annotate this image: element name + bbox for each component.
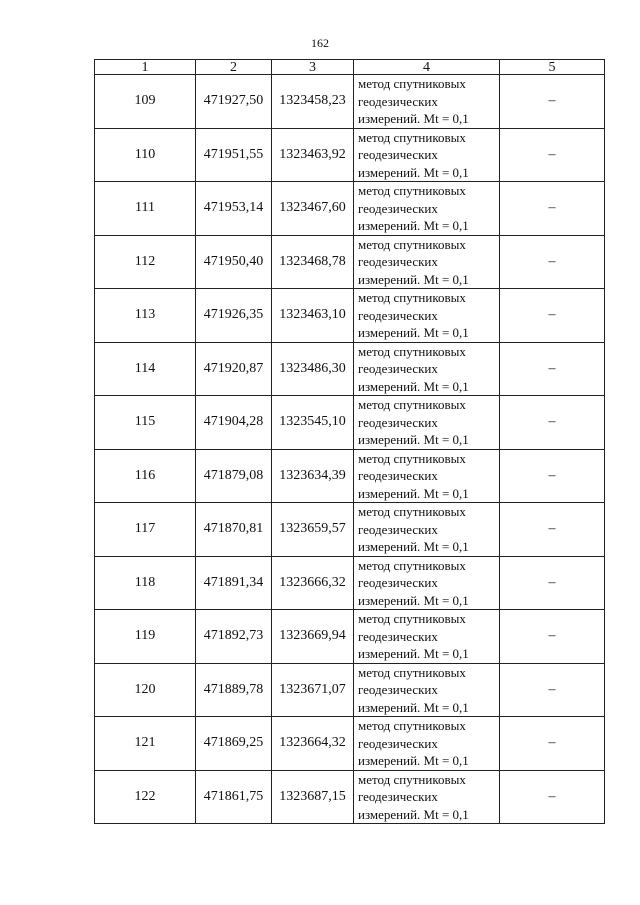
x-coordinate-cell: 471953,14	[196, 182, 272, 236]
y-coordinate-cell: 1323545,10	[272, 396, 354, 450]
point-number-cell: 112	[95, 235, 196, 289]
method-cell: метод спутниковых геодезических измерений. Mt = 0,1	[354, 182, 500, 236]
y-coordinate-cell: 1323666,32	[272, 556, 354, 610]
method-cell: метод спутниковых геодезических измерений. Mt = 0,1	[354, 75, 500, 129]
method-cell: метод спутниковых геодезических измерений. Mt = 0,1	[354, 289, 500, 343]
note-cell: –	[500, 610, 605, 664]
x-coordinate-cell: 471869,25	[196, 717, 272, 771]
table-body	[95, 75, 605, 824]
x-coordinate-cell: 471926,35	[196, 289, 272, 343]
point-number-cell: 118	[95, 556, 196, 610]
y-coordinate-cell: 1323634,39	[272, 449, 354, 503]
note-cell: –	[500, 128, 605, 182]
y-coordinate-cell: 1323486,30	[272, 342, 354, 396]
point-number-cell: 114	[95, 342, 196, 396]
y-coordinate-cell: 1323687,15	[272, 770, 354, 824]
method-cell: метод спутниковых геодезических измерений. Mt = 0,1	[354, 556, 500, 610]
table-row	[95, 663, 605, 717]
table-row	[95, 449, 605, 503]
note-cell: –	[500, 235, 605, 289]
point-number-cell: 120	[95, 663, 196, 717]
table-row	[95, 182, 605, 236]
point-number-cell: 122	[95, 770, 196, 824]
table-row	[95, 289, 605, 343]
point-number-cell: 115	[95, 396, 196, 450]
method-cell: метод спутниковых геодезических измерений. Mt = 0,1	[354, 717, 500, 771]
point-number-cell: 113	[95, 289, 196, 343]
point-number-cell: 119	[95, 610, 196, 664]
method-cell: метод спутниковых геодезических измерений. Mt = 0,1	[354, 449, 500, 503]
x-coordinate-cell: 471889,78	[196, 663, 272, 717]
method-cell: метод спутниковых геодезических измерений. Mt = 0,1	[354, 770, 500, 824]
table-row	[95, 717, 605, 771]
table-row	[95, 235, 605, 289]
note-cell: –	[500, 663, 605, 717]
method-cell: метод спутниковых геодезических измерений. Mt = 0,1	[354, 610, 500, 664]
x-coordinate-cell: 471904,28	[196, 396, 272, 450]
y-coordinate-cell: 1323671,07	[272, 663, 354, 717]
x-coordinate-cell: 471927,50	[196, 75, 272, 129]
y-coordinate-cell: 1323659,57	[272, 503, 354, 557]
point-number-cell: 121	[95, 717, 196, 771]
note-cell: –	[500, 75, 605, 129]
header-col-3: 3	[272, 60, 354, 75]
point-number-cell: 109	[95, 75, 196, 129]
note-cell: –	[500, 449, 605, 503]
table-row	[95, 610, 605, 664]
header-row	[95, 60, 605, 75]
point-number-cell: 117	[95, 503, 196, 557]
note-cell: –	[500, 503, 605, 557]
x-coordinate-cell: 471951,55	[196, 128, 272, 182]
table-row	[95, 503, 605, 557]
method-cell: метод спутниковых геодезических измерений. Mt = 0,1	[354, 128, 500, 182]
point-number-cell: 110	[95, 128, 196, 182]
table-header	[95, 60, 605, 75]
method-cell: метод спутниковых геодезических измерений. Mt = 0,1	[354, 342, 500, 396]
table-row	[95, 396, 605, 450]
page-number: 162	[311, 36, 329, 50]
x-coordinate-cell: 471879,08	[196, 449, 272, 503]
note-cell: –	[500, 770, 605, 824]
x-coordinate-cell: 471950,40	[196, 235, 272, 289]
point-number-cell: 111	[95, 182, 196, 236]
table-row	[95, 128, 605, 182]
y-coordinate-cell: 1323463,10	[272, 289, 354, 343]
table-row	[95, 770, 605, 824]
method-cell: метод спутниковых геодезических измерений. Mt = 0,1	[354, 235, 500, 289]
x-coordinate-cell: 471891,34	[196, 556, 272, 610]
table-row	[95, 75, 605, 129]
header-col-4: 4	[354, 60, 500, 75]
note-cell: –	[500, 396, 605, 450]
x-coordinate-cell: 471861,75	[196, 770, 272, 824]
x-coordinate-cell: 471870,81	[196, 503, 272, 557]
method-cell: метод спутниковых геодезических измерений. Mt = 0,1	[354, 663, 500, 717]
coordinates-table	[94, 59, 605, 824]
note-cell: –	[500, 182, 605, 236]
point-number-cell: 116	[95, 449, 196, 503]
y-coordinate-cell: 1323458,23	[272, 75, 354, 129]
y-coordinate-cell: 1323467,60	[272, 182, 354, 236]
method-cell: метод спутниковых геодезических измерений. Mt = 0,1	[354, 396, 500, 450]
header-col-5: 5	[500, 60, 605, 75]
y-coordinate-cell: 1323669,94	[272, 610, 354, 664]
table-row	[95, 556, 605, 610]
note-cell: –	[500, 717, 605, 771]
note-cell: –	[500, 556, 605, 610]
header-col-2: 2	[196, 60, 272, 75]
y-coordinate-cell: 1323468,78	[272, 235, 354, 289]
note-cell: –	[500, 289, 605, 343]
note-cell: –	[500, 342, 605, 396]
y-coordinate-cell: 1323664,32	[272, 717, 354, 771]
header-col-1: 1	[95, 60, 196, 75]
method-cell: метод спутниковых геодезических измерений. Mt = 0,1	[354, 503, 500, 557]
y-coordinate-cell: 1323463,92	[272, 128, 354, 182]
table-row	[95, 342, 605, 396]
x-coordinate-cell: 471892,73	[196, 610, 272, 664]
x-coordinate-cell: 471920,87	[196, 342, 272, 396]
